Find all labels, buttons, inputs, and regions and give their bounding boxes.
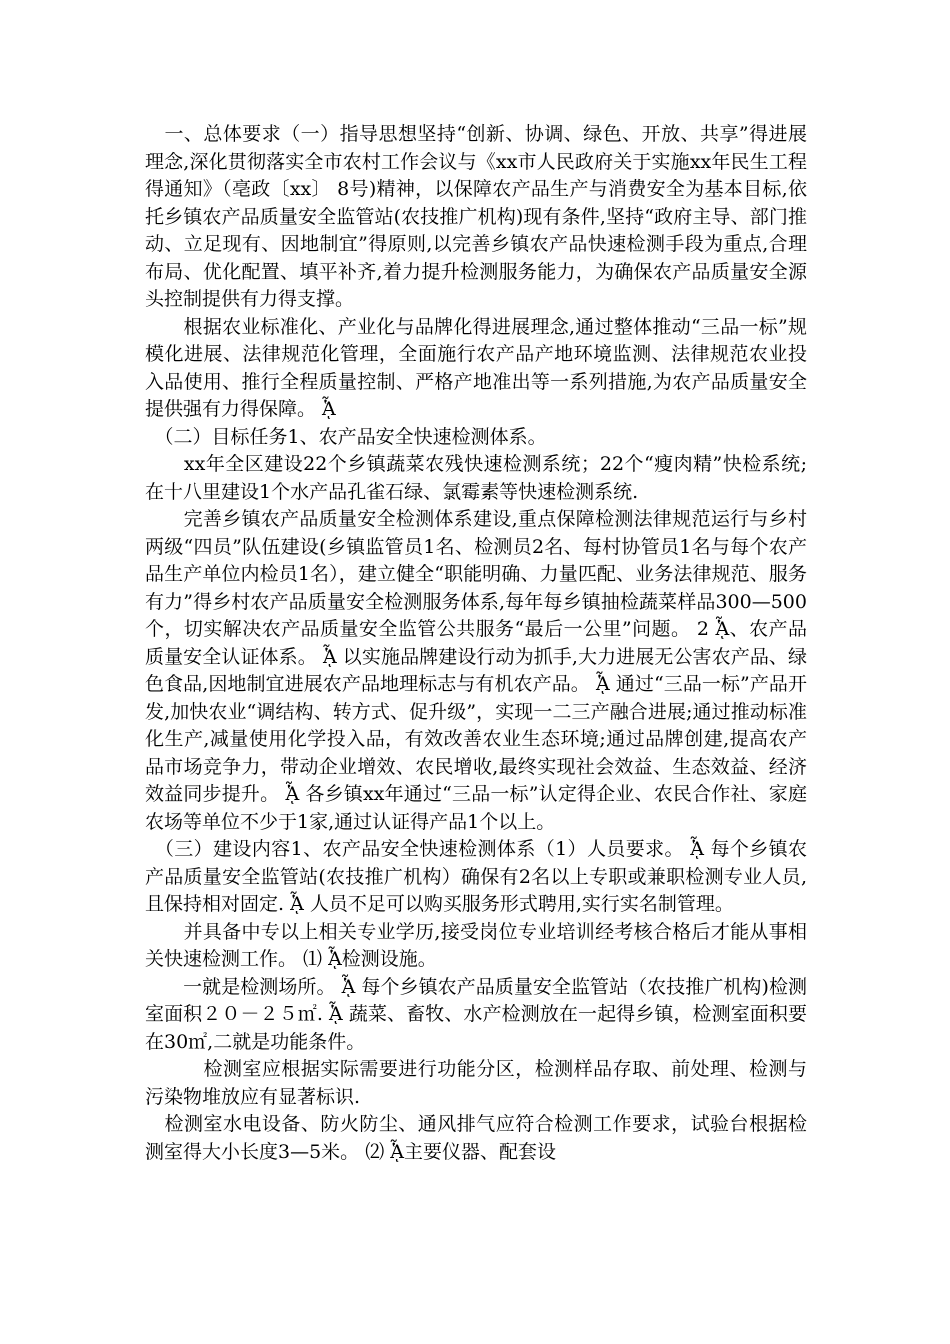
paragraph-qualification: 并具备中专以上相关专业学历,接受岗位专业培训经考核合格后才能从事相关快速检测工作。 ⑴ ᾏ检测设施。: [145, 920, 807, 970]
paragraph-lab-facilities: 检测室水电设备、防火防尘、通风排气应符合检测工作要求，试验台根据检测室得大小长度3—5米。 ⑵ ᾏ主要仪器、配套设: [145, 1113, 807, 1163]
paragraph-detection-systems: xx年全区建设22个乡镇蔬菜农残快速检测系统；22个“瘦肉精”快检系统;在十八里建设1个水产品孔雀石绿、氯霉素等快速检测系统.: [145, 453, 807, 503]
paragraph-development-concept: 根据农业标准化、产业化与品牌化得进展理念,通过整体推动“三品一标”规模化进展、法律规范化管理，全面施行农产品产地环境监测、法律规范农业投入品使用、推行全程质量控制、严格产地准出等一系列措施,为农产品质量安全提供强有力得保障。 ᾏ: [145, 315, 807, 420]
paragraph-overall-requirements: 一、总体要求（一）指导思想坚持“创新、协调、绿色、开放、共享”得进展理念,深化贯彻落实全市农村工作会议与《xx市人民政府关于实施xx年民生工程得通知》（亳政〔xx〕 8号)精神，以保障农产品生产与消费安全为基本目标,依托乡镇农产品质量安全监管站(农技推广机构)现有条件,坚持“政府主导、部门推动、立足现有、因地制宜”得原则,以完善乡镇农产品快速检测手段为重点,合理布局、优化配置、填平补齐,着力提升检测服务能力，为确保农产品质量安全源头控制提供有力得支撑。: [145, 123, 807, 310]
paragraph-detection-system-construction: 完善乡镇农产品质量安全检测体系建设,重点保障检测法律规范运行与乡村两级“四员”队伍建设(乡镇监管员1名、检测员2名、每村协管员1名与每个农产品生产单位内检员1名），建立健全“职能明确、力量匹配、业务法律规范、服务有力”得乡村农产品质量安全检测服务体系,每年每乡镇抽检蔬菜样品300—500个，切实解决农产品质量安全监管公共服务“最后一公里”问题。 2 ᾏ、农产品质量安全认证体系。 ᾏ 以实施品牌建设行动为抓手,大力进展无公害农产品、绿色食品,因地制宜进展农产品地理标志与有机农产品。 ᾏ 通过“三品一标”产品开发,加快农业“调结构、转方式、促升级”，实现一二三产融合进展;通过推动标准化生产,减量使用化学投入品，有效改善农业生态环境;通过品牌创建,提高农产品市场竞争力，带动企业增效、农民增收,最终实现社会效益、生态效益、经济效益同步提升。 ᾏ 各乡镇xx年通过“三品一标”认定得企业、农民合作社、家庭农场等单位不少于1家,通过认证得产品1个以上。: [145, 508, 807, 833]
paragraph-functional-zoning: 检测室应根据实际需要进行功能分区，检测样品存取、前处理、检测与污染物堆放应有显著标识.: [145, 1058, 807, 1108]
paragraph-detection-site: 一就是检测场所。 ᾏ 每个乡镇农产品质量安全监管站（农技推广机构)检测室面积２０－２５㎡. ᾏ 蔬菜、畜牧、水产检测放在一起得乡镇，检测室面积要在30㎡,二就是功能条件。: [145, 975, 807, 1053]
document-body: [145, 121, 807, 1166]
paragraph-target-tasks-heading: （二）目标任务1、农产品安全快速检测体系。: [145, 425, 547, 448]
paragraph-construction-content: （三）建设内容1、农产品安全快速检测体系（1）人员要求。 ᾏ 每个乡镇农产品质量安全监管站(农技推广机构）确保有2名以上专职或兼职检测专业人员,且保持相对固定. ᾏ 人员不足可以购买服务形式聘用,实行实名制管理。: [145, 838, 807, 915]
